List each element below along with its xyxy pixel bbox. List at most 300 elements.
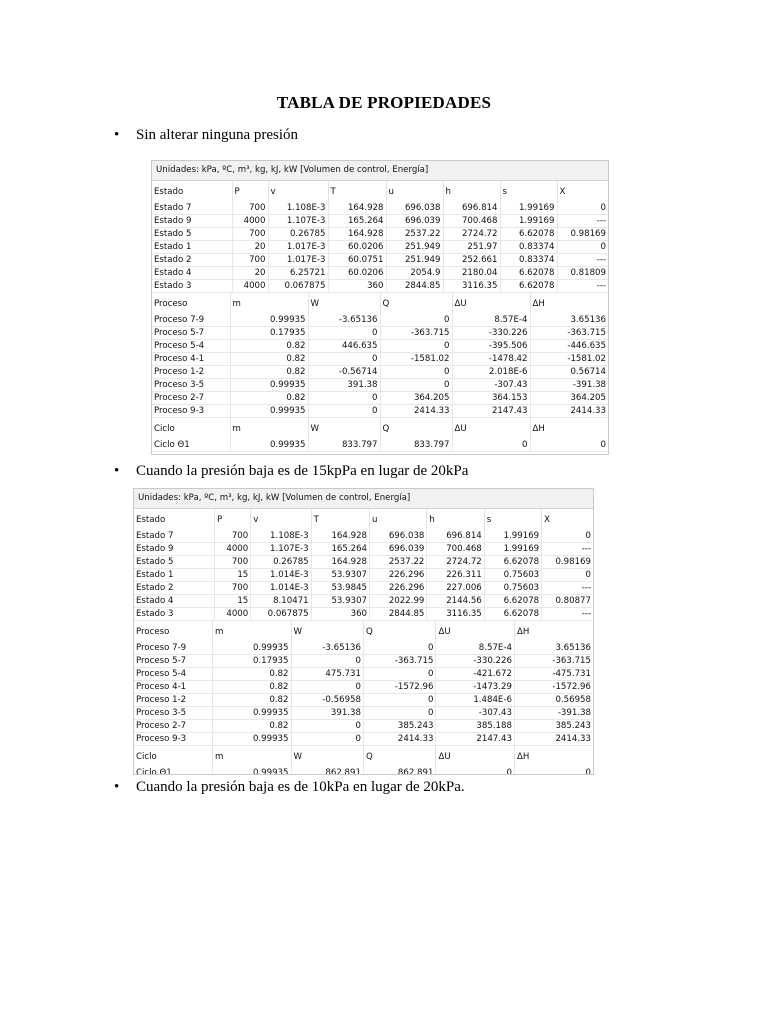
table-cell: 862.891 [291, 767, 363, 775]
table-cell: --- [557, 280, 608, 293]
table-cell: 4000 [215, 608, 251, 621]
table-cell: 2147.43 [452, 405, 530, 418]
proceso-row [134, 681, 593, 694]
table-cell: 2180.04 [443, 267, 500, 280]
table-cell: 53.9307 [311, 569, 369, 582]
bullet-item-2 [114, 463, 468, 480]
column-header: T [311, 509, 369, 530]
table-cell: 0.83374 [500, 254, 557, 267]
table-cell: 0 [363, 642, 435, 655]
table-cell: 2147.43 [436, 733, 515, 746]
table-cell: 15 [215, 595, 251, 608]
table-cell: 1.108E-3 [251, 530, 311, 543]
table-cell: 1.108E-3 [268, 202, 328, 215]
table-cell: -1572.96 [363, 681, 435, 694]
table-cell: 0 [291, 733, 363, 746]
table-cell: 0.80877 [542, 595, 593, 608]
table-cell: 0 [363, 668, 435, 681]
table-cell: -330.226 [452, 327, 530, 340]
table-cell: Proceso 9-3 [134, 733, 213, 746]
table-cell: 0.75603 [484, 582, 541, 595]
table-cell: 251.949 [386, 254, 443, 267]
table-cell: Estado 1 [152, 241, 232, 254]
table-cell: 2414.33 [363, 733, 435, 746]
table-cell: 8.57E-4 [452, 314, 530, 327]
column-header: m [213, 621, 292, 642]
table-cell: 0 [380, 340, 452, 353]
column-header: W [308, 418, 380, 439]
table-cell: 53.9845 [311, 582, 369, 595]
estado-row [152, 254, 608, 267]
table-cell: 700 [232, 202, 268, 215]
table-cell: Proceso 5-7 [134, 655, 213, 668]
table-cell: 0.17935 [213, 655, 292, 668]
table-cell: 2144.56 [427, 595, 484, 608]
table-cell: -446.635 [530, 340, 608, 353]
column-header: ΔH [514, 746, 593, 767]
table-cell: 862.891 [363, 767, 435, 775]
table-cell: 446.635 [308, 340, 380, 353]
table-cell: Ciclo Θ1 [134, 767, 213, 775]
table-cell: 164.928 [311, 530, 369, 543]
table-cell: 0.82 [230, 392, 308, 405]
ciclo-header-row [152, 418, 608, 439]
estado-row [134, 530, 593, 543]
table-cell: Estado 7 [134, 530, 215, 543]
table-cell: Ciclo Θ1 [152, 439, 230, 452]
table-cell: 0.99935 [230, 439, 308, 452]
column-header: h [443, 181, 500, 202]
column-header: ΔU [452, 293, 530, 314]
estado-header-row [152, 181, 608, 202]
table-cell: 1.107E-3 [251, 543, 311, 556]
bullet-text: Cuando la presión baja es de 10kPa en lugar de 20kPa. [136, 779, 465, 795]
column-header: W [291, 621, 363, 642]
column-header: X [557, 181, 608, 202]
table-cell: 1.014E-3 [251, 569, 311, 582]
table-cell: 0 [380, 379, 452, 392]
table-cell: 60.0206 [328, 267, 386, 280]
table-cell: Proceso 5-4 [152, 340, 230, 353]
table-cell: 696.039 [370, 543, 427, 556]
proceso-row [134, 668, 593, 681]
table-cell: 1.017E-3 [268, 241, 328, 254]
table-cell: 700 [232, 254, 268, 267]
column-header: Q [380, 293, 452, 314]
table-cell: Proceso 5-4 [134, 668, 213, 681]
proceso-row [152, 353, 608, 366]
column-header: Q [363, 746, 435, 767]
column-header: T [328, 181, 386, 202]
bullet-dot: • [114, 779, 120, 795]
table-cell: 700 [215, 582, 251, 595]
table-cell: Estado 5 [152, 228, 232, 241]
table-cell: 20 [232, 267, 268, 280]
table-cell: 1.107E-3 [268, 215, 328, 228]
proceso-table [152, 293, 608, 418]
table-cell: Proceso 2-7 [134, 720, 213, 733]
table-cell: 1.014E-3 [251, 582, 311, 595]
column-header: s [500, 181, 557, 202]
table-cell: -307.43 [436, 707, 515, 720]
table-cell: Proceso 2-7 [152, 392, 230, 405]
table-cell: Estado 9 [134, 543, 215, 556]
table-cell: -475.731 [514, 668, 593, 681]
table-cell: 0 [363, 694, 435, 707]
table-cell: 53.9307 [311, 595, 369, 608]
column-header: P [215, 509, 251, 530]
table-cell: 391.38 [308, 379, 380, 392]
table-cell: 696.038 [386, 202, 443, 215]
table-cell: 4000 [232, 215, 268, 228]
table-cell: --- [557, 254, 608, 267]
table-cell: 1.99169 [500, 215, 557, 228]
table-cell: Proceso 4-1 [152, 353, 230, 366]
column-header: W [308, 293, 380, 314]
table-cell: 226.296 [370, 582, 427, 595]
table-cell: 6.62078 [500, 267, 557, 280]
table-cell: 0.82 [230, 340, 308, 353]
bullet-item-3 [114, 779, 465, 796]
table-cell: Estado 2 [134, 582, 215, 595]
table-cell: 0 [291, 681, 363, 694]
table-cell: 0 [308, 405, 380, 418]
column-header: ΔH [530, 293, 608, 314]
proceso-row [152, 392, 608, 405]
column-header: u [370, 509, 427, 530]
table-cell: 0.81809 [557, 267, 608, 280]
table-cell: 1.99169 [484, 543, 541, 556]
estado-header-row [134, 509, 593, 530]
table-cell: 6.25721 [268, 267, 328, 280]
column-header: v [251, 509, 311, 530]
table-cell: 60.0206 [328, 241, 386, 254]
table-cell: 6.62078 [484, 608, 541, 621]
proceso-row [152, 340, 608, 353]
table-cell: 1.017E-3 [268, 254, 328, 267]
column-header: u [386, 181, 443, 202]
table-cell: 4000 [215, 543, 251, 556]
table-cell: 3.65136 [530, 314, 608, 327]
table-cell: 0 [557, 241, 608, 254]
table-cell: -1572.96 [514, 681, 593, 694]
column-header: Proceso [136, 626, 170, 637]
column-header: ΔU [452, 418, 530, 439]
properties-table-2 [133, 488, 594, 775]
table-cell: 0 [380, 314, 452, 327]
column-header: Q [380, 418, 452, 439]
table-cell: 696.814 [427, 530, 484, 543]
table-cell: -3.65136 [291, 642, 363, 655]
table-cell: 0.067875 [268, 280, 328, 293]
table-cell: 0.82 [213, 720, 292, 733]
table-cell: Estado 9 [152, 215, 232, 228]
table-cell: 0 [308, 353, 380, 366]
table-cell: -330.226 [436, 655, 515, 668]
table-cell: Proceso 3-5 [134, 707, 213, 720]
table-cell: Proceso 7-9 [134, 642, 213, 655]
table-cell: 1.484E-6 [436, 694, 515, 707]
table-cell: -1478.42 [452, 353, 530, 366]
table-cell: Estado 4 [152, 267, 232, 280]
table-cell: 385.188 [436, 720, 515, 733]
bullet-dot: • [114, 127, 120, 143]
column-header: ΔH [530, 418, 608, 439]
table-cell: --- [542, 543, 593, 556]
table-cell: -363.715 [514, 655, 593, 668]
column-header: ΔH [514, 621, 593, 642]
table-cell: 8.57E-4 [436, 642, 515, 655]
table-cell: Proceso 7-9 [152, 314, 230, 327]
proceso-row [152, 405, 608, 418]
table-cell: 0 [380, 366, 452, 379]
table-cell: -395.506 [452, 340, 530, 353]
column-header: Q [363, 621, 435, 642]
proceso-row [152, 366, 608, 379]
table-cell: 700 [215, 556, 251, 569]
table-cell: Estado 3 [152, 280, 232, 293]
table-cell: 252.661 [443, 254, 500, 267]
ciclo-row [152, 439, 608, 452]
table-cell: 1.99169 [484, 530, 541, 543]
table-cell: 3116.35 [427, 608, 484, 621]
table-cell: 0 [308, 392, 380, 405]
table-cell: 2414.33 [380, 405, 452, 418]
table-cell: 0.99935 [213, 642, 292, 655]
estado-row [152, 228, 608, 241]
column-header: Ciclo [136, 751, 157, 762]
table-cell: 0 [557, 202, 608, 215]
table-cell: 2537.22 [370, 556, 427, 569]
ciclo-table [134, 746, 593, 775]
table-cell: Proceso 5-7 [152, 327, 230, 340]
proceso-row [152, 314, 608, 327]
units-header: Unidades: kPa, ºC, m³, kg, kJ, kW [Volumen de control, Energía] [134, 489, 593, 509]
column-header: ΔU [436, 746, 515, 767]
table-cell: 360 [311, 608, 369, 621]
table-cell: -363.715 [380, 327, 452, 340]
table-cell: 164.928 [328, 228, 386, 241]
table-cell: 833.797 [380, 439, 452, 452]
estado-row [134, 595, 593, 608]
table-cell: 0 [308, 327, 380, 340]
table-cell: 164.928 [328, 202, 386, 215]
table-cell: 696.039 [386, 215, 443, 228]
table-cell: 475.731 [291, 668, 363, 681]
table-cell: 20 [232, 241, 268, 254]
column-header: ΔU [436, 621, 515, 642]
table-cell: 164.928 [311, 556, 369, 569]
proceso-row [134, 655, 593, 668]
estado-row [152, 267, 608, 280]
table-cell: Proceso 9-3 [152, 405, 230, 418]
estado-row [134, 543, 593, 556]
table-cell: 0.83374 [500, 241, 557, 254]
proceso-header-row [152, 293, 608, 314]
column-header: h [427, 509, 484, 530]
table-cell: 0 [530, 439, 608, 452]
table-cell: 385.243 [363, 720, 435, 733]
bullet-item-1 [114, 127, 298, 144]
table-cell: 226.296 [370, 569, 427, 582]
column-header: v [268, 181, 328, 202]
table-cell: 2844.85 [386, 280, 443, 293]
table-cell: 2844.85 [370, 608, 427, 621]
table-cell: 2414.33 [514, 733, 593, 746]
table-cell: 0.99935 [230, 379, 308, 392]
table-cell: 385.243 [514, 720, 593, 733]
table-cell: Estado 2 [152, 254, 232, 267]
table-cell: 364.205 [380, 392, 452, 405]
table-cell: 0 [363, 707, 435, 720]
table-cell: 391.38 [291, 707, 363, 720]
table-cell: -1581.02 [530, 353, 608, 366]
table-cell: 0 [452, 439, 530, 452]
table-cell: 0.98169 [557, 228, 608, 241]
table-cell: 0.98169 [542, 556, 593, 569]
table-cell: 0.26785 [251, 556, 311, 569]
table-cell: 0.99935 [213, 707, 292, 720]
table-cell: 0 [291, 655, 363, 668]
column-header: m [230, 293, 308, 314]
estado-row [134, 582, 593, 595]
proceso-row [134, 642, 593, 655]
column-header: X [542, 509, 593, 530]
table-cell: 3116.35 [443, 280, 500, 293]
table-cell: Proceso 1-2 [134, 694, 213, 707]
table-cell: 2724.72 [443, 228, 500, 241]
table-cell: 2537.22 [386, 228, 443, 241]
table-cell: 696.038 [370, 530, 427, 543]
table-cell: 6.62078 [500, 280, 557, 293]
table-cell: 0 [542, 569, 593, 582]
bullet-text: Cuando la presión baja es de 15kpPa en lugar de 20kPa [136, 463, 469, 479]
column-header: m [230, 418, 308, 439]
table-cell: 226.311 [427, 569, 484, 582]
table-cell: 4000 [232, 280, 268, 293]
table-cell: 251.949 [386, 241, 443, 254]
table-cell: Proceso 4-1 [134, 681, 213, 694]
table-cell: 0 [542, 530, 593, 543]
table-cell: 6.62078 [484, 595, 541, 608]
table-cell: Proceso 3-5 [152, 379, 230, 392]
table-cell: 227.006 [427, 582, 484, 595]
column-header: P [232, 181, 268, 202]
table-cell: 700 [215, 530, 251, 543]
table-cell: -3.65136 [308, 314, 380, 327]
units-header: Unidades: kPa, ºC, m³, kg, kJ, kW [Volumen de control, Energía] [152, 161, 608, 181]
table-cell: 0.99935 [213, 767, 292, 775]
estado-row [134, 569, 593, 582]
estado-table [134, 509, 593, 621]
proceso-row [152, 379, 608, 392]
table-cell: 0.82 [230, 366, 308, 379]
table-cell: 6.62078 [484, 556, 541, 569]
table-cell: 0 [436, 767, 515, 775]
table-cell: 0.99935 [230, 314, 308, 327]
table-cell: -0.56714 [308, 366, 380, 379]
table-cell: 0.26785 [268, 228, 328, 241]
properties-table-1 [151, 160, 609, 455]
ciclo-header-row [134, 746, 593, 767]
table-cell: Proceso 1-2 [152, 366, 230, 379]
table-cell: 3.65136 [514, 642, 593, 655]
table-cell: 2054.9 [386, 267, 443, 280]
estado-row [134, 608, 593, 621]
table-cell: 0.99935 [213, 733, 292, 746]
ciclo-row [134, 767, 593, 775]
table-cell: 2022.99 [370, 595, 427, 608]
table-cell: 364.205 [530, 392, 608, 405]
table-cell: 0 [291, 720, 363, 733]
document-title: TABLA DE PROPIEDADES [276, 93, 492, 112]
table-cell: 360 [328, 280, 386, 293]
table-cell: --- [557, 215, 608, 228]
table-cell: Estado 5 [134, 556, 215, 569]
table-cell: -1581.02 [380, 353, 452, 366]
table-cell: -363.715 [363, 655, 435, 668]
table-cell: 1.99169 [500, 202, 557, 215]
table-cell: 0.82 [213, 681, 292, 694]
table-cell: 0.82 [213, 668, 292, 681]
table-cell: 0.82 [213, 694, 292, 707]
table-cell: 251.97 [443, 241, 500, 254]
table-cell: --- [542, 582, 593, 595]
ciclo-table [152, 418, 608, 452]
bullet-dot: • [114, 463, 120, 479]
estado-table [152, 181, 608, 293]
table-cell: 0.56958 [514, 694, 593, 707]
table-cell: 700.468 [427, 543, 484, 556]
column-header: Estado [154, 186, 184, 197]
table-cell: -391.38 [530, 379, 608, 392]
table-cell: 165.264 [311, 543, 369, 556]
proceso-header-row [134, 621, 593, 642]
table-cell: Estado 4 [134, 595, 215, 608]
bullet-text: Sin alterar ninguna presión [136, 127, 299, 143]
proceso-table [134, 621, 593, 746]
column-header: Proceso [154, 298, 188, 309]
column-header: W [291, 746, 363, 767]
table-cell: 0.75603 [484, 569, 541, 582]
table-cell: 0 [514, 767, 593, 775]
column-header: s [484, 509, 541, 530]
table-cell: 60.0751 [328, 254, 386, 267]
table-cell: Estado 3 [134, 608, 215, 621]
column-header: Ciclo [154, 423, 175, 434]
table-cell: --- [542, 608, 593, 621]
table-cell: -363.715 [530, 327, 608, 340]
estado-row [152, 280, 608, 293]
proceso-row [134, 733, 593, 746]
table-cell: 0.17935 [230, 327, 308, 340]
table-cell: 0.99935 [230, 405, 308, 418]
column-header: Estado [136, 514, 166, 525]
table-cell: 364.153 [452, 392, 530, 405]
table-cell: 0.067875 [251, 608, 311, 621]
column-header: m [213, 746, 292, 767]
estado-row [152, 241, 608, 254]
estado-row [152, 202, 608, 215]
table-cell: -421.672 [436, 668, 515, 681]
table-cell: 0.56714 [530, 366, 608, 379]
table-cell: Estado 7 [152, 202, 232, 215]
table-cell: -0.56958 [291, 694, 363, 707]
table-cell: -1473.29 [436, 681, 515, 694]
table-cell: 700 [232, 228, 268, 241]
table-cell: 2414.33 [530, 405, 608, 418]
table-cell: -391.38 [514, 707, 593, 720]
